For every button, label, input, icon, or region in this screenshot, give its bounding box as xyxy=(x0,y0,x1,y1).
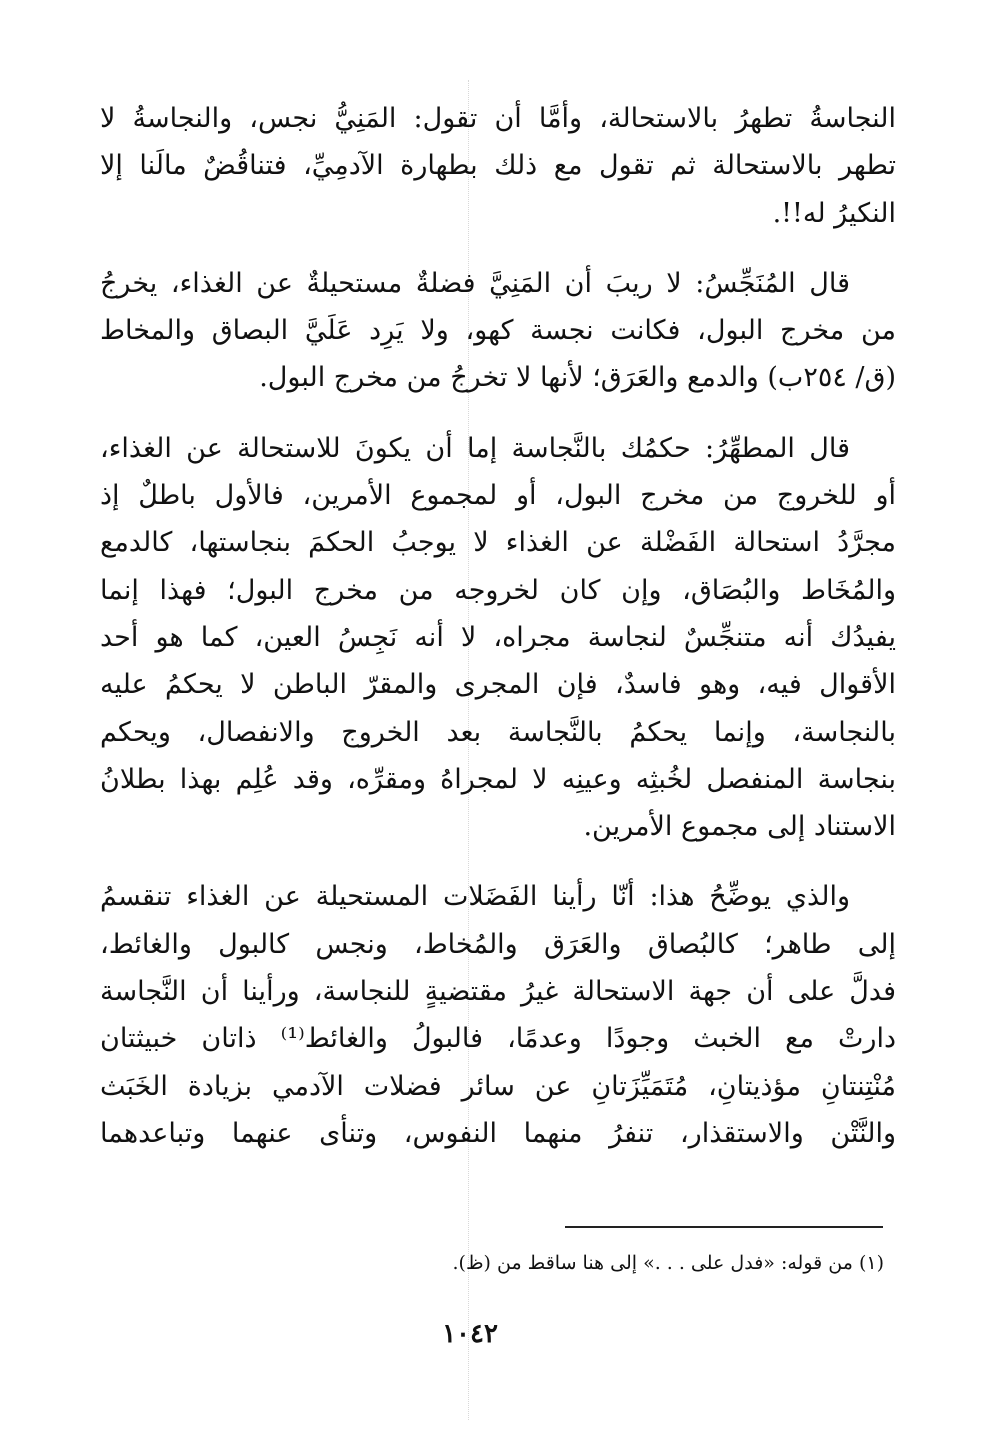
text-line: (ق/ ٢٥٤ب) والدمع والعَرَق؛ لأنها لا تخرجُ من مخرج البول. xyxy=(259,362,896,394)
text-line: دارتْ مع الخبث وجودًا وعدمًا، فالبولُ والغائط⁽¹⁾ ذاتان خبيثتان xyxy=(100,1023,896,1055)
text-line: بالنجاسة، وإنما يحكمُ بالنَّجاسة بعد الخروج والانفصال، ويحكم xyxy=(100,716,896,748)
paragraph-3 xyxy=(100,425,896,851)
text-line: قال المطهِّرُ: حكمُك بالنَّجاسة إما أن يكونَ للاستحالة عن الغذاء، xyxy=(100,432,850,464)
text-line: الأقوال فيه، وهو فاسدٌ، فإن المجرى والمقرّ الباطن لا يحكمُ عليه xyxy=(100,669,896,701)
text-line: مُنْتِنتانِ مؤذيتانِ، مُتَمَيِّزَتانِ عن سائر فضلات الآدمي بزيادة الخَبَث xyxy=(100,1070,896,1102)
text-line: من مخرج البول، فكانت نجسة كهو، ولا يَرِد عَلَيَّ البصاق والمخاط xyxy=(100,315,896,347)
text-line: النكيرُ له!!. xyxy=(772,197,896,229)
text-line: قال المُنَجِّسُ: لا ريبَ أن المَنِيَّ فضلةٌ مستحيلةٌ عن الغذاء، يخرجُ xyxy=(100,267,850,299)
footnote: (١) من قوله: «فدل على . . .» إلى هنا ساقط من (ظ). xyxy=(452,1252,884,1274)
main-text xyxy=(100,95,896,1157)
text-line: النجاسةُ تطهرُ بالاستحالة، وأمَّا أن تقول: المَنِيُّ نجس، والنجاسةُ لا xyxy=(100,103,896,134)
paragraph-2 xyxy=(100,260,896,402)
footnote-separator xyxy=(565,1226,883,1228)
text-line: والذي يوضِّحُ هذا: أنّا رأينا الفَضَلات المستحيلة عن الغذاء تنقسمُ xyxy=(100,881,850,913)
text-line: مجرَّدُ استحالة الفَضْلة عن الغذاء لا يوجبُ الحكمَ بنجاستها، كالدمع xyxy=(100,527,896,559)
text-line: والنَّتْن والاستقذار، تنفرُ منهما النفوس، وتنأى عنهما وتباعدهما xyxy=(100,1117,896,1149)
text-line: الاستناد إلى مجموع الأمرين. xyxy=(583,811,896,843)
text-line: تطهر بالاستحالة ثم تقول مع ذلك بطهارة الآدمِيِّ، فتناقُضٌ مالَنا إلا xyxy=(100,150,896,182)
text-line: بنجاسة المنفصل لخُبثِه وعينِه لا لمجراهُ ومقرِّه، وقد عُلِم بهذا بطلانُ xyxy=(100,763,896,795)
text-line: إلى طاهر؛ كالبُصاق والعَرَق والمُخاط، ونجس كالبول والغائط، xyxy=(100,928,896,960)
paragraph-1 xyxy=(100,95,896,237)
text-line: والمُخَاط والبُصَاق، وإن كان لخروجه من مخرج البول؛ فهذا إنما xyxy=(100,574,896,606)
paragraph-4 xyxy=(100,873,896,1157)
text-line: يفيدُك أنه متنجِّسٌ لنجاسة مجراه، لا أنه نَجِسُ العين، كما هو أحد xyxy=(100,621,896,653)
text-line: أو للخروج من مخرج البول، أو لمجموع الأمرين، فالأول باطلٌ إذ xyxy=(100,480,896,512)
page-number: ١٠٤٢ xyxy=(442,1319,498,1349)
text-line: فدلَّ على أن جهة الاستحالة غيرُ مقتضيةٍ للنجاسة، ورأينا أن النَّجاسة xyxy=(100,976,896,1008)
